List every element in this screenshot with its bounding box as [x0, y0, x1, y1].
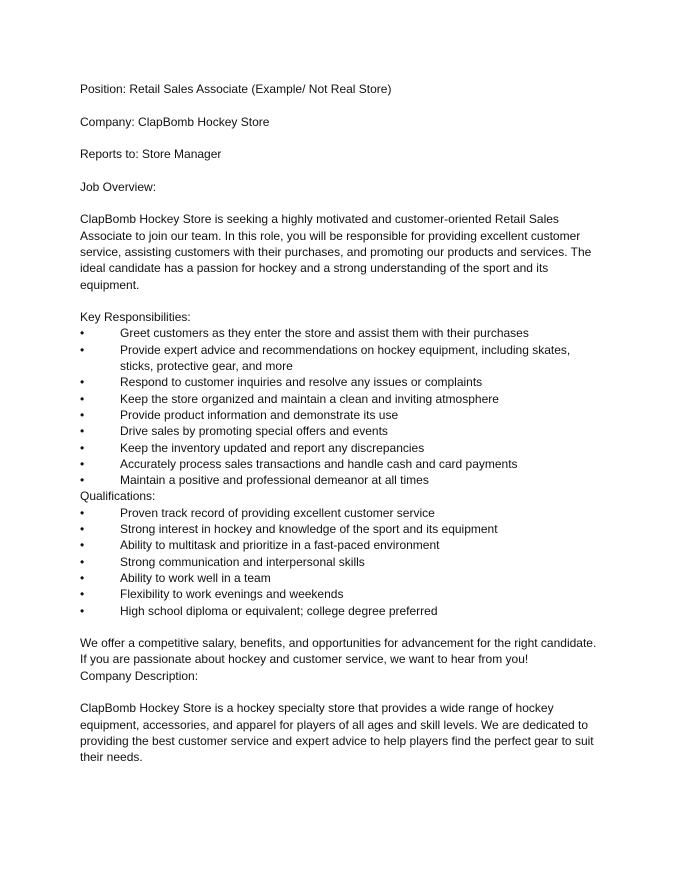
job-overview-text: ClapBomb Hockey Store is seeking a highly motivated and customer-oriented Retail Sales Associate to join our team. In this role, you will be responsible for providing excellent customer service, assisting customers with their purchases, and promoting our products and services. The ideal candidate has a passion for hockey and a strong understanding of the sport and its equipment.	[80, 212, 592, 292]
bullet-icon: •	[80, 538, 85, 553]
bullet-icon: •	[80, 522, 85, 537]
company-line: Company: ClapBomb Hockey Store	[80, 114, 270, 129]
list-item: • Flexibility to work evenings and weekends	[80, 587, 344, 602]
bullet-icon: •	[80, 407, 85, 422]
list-item: • Accurately process sales transactions and handle cash and card payments	[80, 456, 518, 471]
company-description-heading: Company Description:	[80, 668, 199, 683]
list-item: • Maintain a positive and professional demeanor at all times	[80, 473, 429, 488]
bullet-icon: •	[80, 342, 85, 357]
job-overview-heading: Job Overview:	[80, 179, 157, 194]
bullet-icon: •	[80, 375, 85, 390]
list-item: • Provide expert advice and recommendations on hockey equipment, including skates, sticks, protective gear, and more	[80, 342, 571, 374]
bullet-icon: •	[80, 473, 85, 488]
list-item: • Provide product information and demonstrate its use	[80, 407, 399, 422]
list-item: • Strong interest in hockey and knowledge of the sport and its equipment	[80, 522, 498, 537]
bullet-icon: •	[80, 456, 85, 471]
position-line: Position: Retail Sales Associate (Example/ Not Real Store)	[80, 82, 392, 96]
list-item: • Greet customers as they enter the store and assist them with their purchases	[80, 326, 529, 341]
bullet-icon: •	[80, 440, 85, 455]
qualifications-heading: Qualifications:	[80, 489, 156, 504]
bullet-icon: •	[80, 570, 85, 585]
list-item: • Drive sales by promoting special offers and events	[80, 424, 388, 439]
list-item: • Proven track record of providing excellent customer service	[80, 505, 435, 520]
responsibilities-list	[80, 325, 605, 488]
document-page	[80, 81, 605, 765]
qualifications-list	[80, 505, 605, 619]
bullet-icon: •	[80, 424, 85, 439]
list-item: • Ability to work well in a team	[80, 570, 271, 585]
list-item: • Keep the store organized and maintain a clean and inviting atmosphere	[80, 391, 499, 406]
bullet-icon: •	[80, 603, 85, 618]
bullet-icon: •	[80, 326, 85, 341]
bullet-icon: •	[80, 554, 85, 569]
bullet-icon: •	[80, 587, 85, 602]
responsibilities-heading: Key Responsibilities:	[80, 310, 191, 325]
list-item: • Keep the inventory updated and report any discrepancies	[80, 440, 425, 455]
offer-text: We offer a competitive salary, benefits, and opportunities for advancement for the right candidate. If you are passionate about hockey and customer service, we want to hear from you!	[80, 636, 597, 667]
list-item: • Ability to multitask and prioritize in a fast-paced environment	[80, 538, 440, 553]
reports-to-line: Reports to: Store Manager	[80, 147, 222, 162]
list-item: • Respond to customer inquiries and resolve any issues or complaints	[80, 375, 483, 390]
list-item: • High school diploma or equivalent; college degree preferred	[80, 603, 438, 618]
list-item: • Strong communication and interpersonal skills	[80, 554, 365, 569]
company-description-text: ClapBomb Hockey Store is a hockey specialty store that provides a wide range of hockey equipment, accessories, and apparel for players of all ages and skill levels. We are dedicated to providing the best customer service and expert advice to help players find the perfect gear to suit their needs.	[80, 701, 594, 765]
bullet-icon: •	[80, 391, 85, 406]
bullet-icon: •	[80, 505, 85, 520]
